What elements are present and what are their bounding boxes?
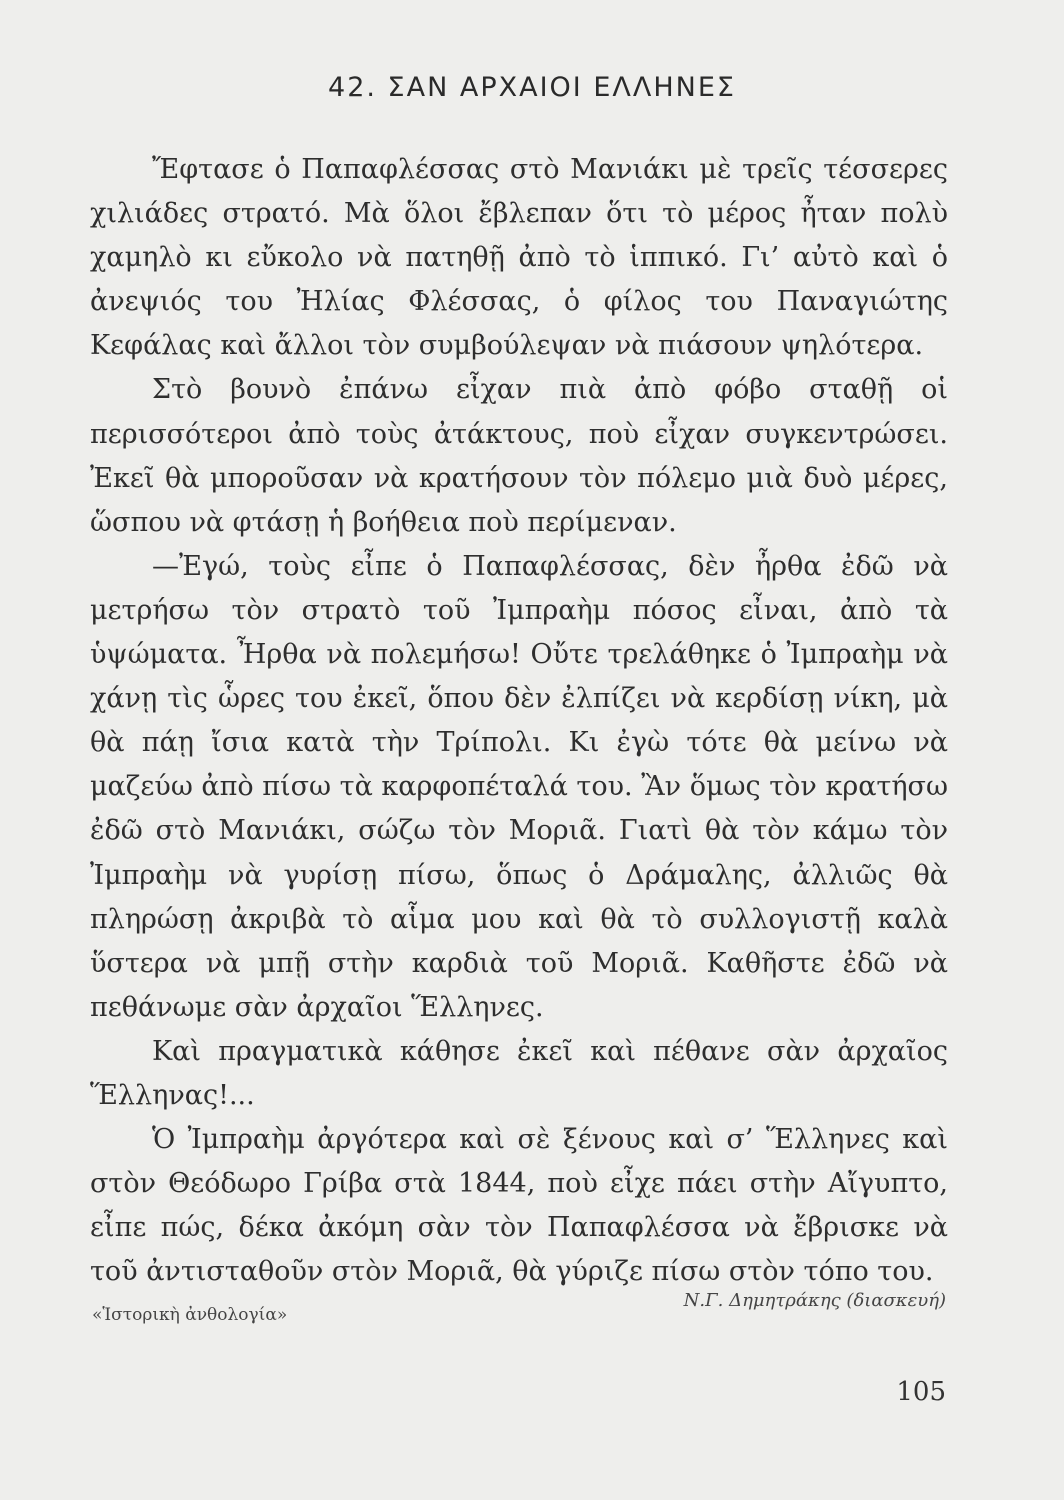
paragraph: Ὁ Ἰμπραὴμ ἀργότερα καὶ σὲ ξένους καὶ σ’ Ἕλληνες καὶ στὸν Θεόδωρο Γρίβα στὰ 1844, ποὺ εἶχε πάει στὴν Αἴγυπτο, εἶπε πώς, δέκα ἀκόμη σὰν τὸν Παπαφλέσσα νὰ ἔβρισκε νὰ τοῦ ἀντισταθοῦν στὸν Μοριᾶ, θὰ γύριζε πίσω στὸν τόπο του. xyxy=(90,1124,948,1288)
page-number: 105 xyxy=(896,1377,946,1407)
paragraph: Στὸ βουνὸ ἐπάνω εἶχαν πιὰ ἀπὸ φόβο σταθῇ οἱ περισσότεροι ἀπὸ τοὺς ἀτάκτους, ποὺ εἶχαν συγκεντρώσει. Ἐκεῖ θὰ μποροῦσαν νὰ κρατήσουν τὸν πόλεμο μιὰ δυὸ μέρες, ὥσπου νὰ φτάσῃ ἡ βοήθεια ποὺ περίμεναν. xyxy=(90,374,948,538)
chapter-title: 42. ΣΑΝ ΑΡΧΑΙΟΙ ΕΛΛΗΝΕΣ xyxy=(328,72,736,103)
paragraph: Ἔφτασε ὁ Παπαφλέσσας στὸ Μανιάκι μὲ τρεῖς τέσσερες χιλιάδες στρατό. Μὰ ὅλοι ἔβλεπαν ὅτι τὸ μέρος ἦταν πολὺ χαμηλὸ κι εὔκολο νὰ πατηθῇ ἀπὸ τὸ ἱππικό. Γι’ αὐτὸ καὶ ὁ ἀνεψιός του Ἠλίας Φλέσσας, ὁ φίλος του Παναγιώτης Κεφάλας καὶ ἄλλοι τὸν συμβούλεψαν νὰ πιάσουν ψηλότερα. xyxy=(90,154,948,362)
source-anthology: «Ἱστορικὴ ἀνθολογία» xyxy=(92,1305,288,1325)
paragraph: —Ἐγώ, τοὺς εἶπε ὁ Παπαφλέσσας, δὲν ἦρθα ἐδῶ νὰ μετρήσω τὸν στρατὸ τοῦ Ἰμπραὴμ πόσος εἶναι, ἀπὸ τὰ ὑψώματα. Ἦρθα νὰ πολεμήσω! Οὔτε τρελάθηκε ὁ Ἰμπραὴμ νὰ χάνῃ τὶς ὧρες του ἐκεῖ, ὅπου δὲν ἐλπίζει νὰ κερδίσῃ νίκη, μὰ θὰ πάῃ ἴσια κατὰ τὴν Τρίπολι. Κι ἐγὼ τότε θὰ μείνω νὰ μαζεύω ἀπὸ πίσω τὰ καρφοπέταλά του. Ἂν ὅμως τὸν κρατήσω ἐδῶ στὸ Μανιάκι, σώζω τὸν Μοριᾶ. Γιατὶ θὰ τὸν κάμω τὸν Ἰμπραὴμ νὰ γυρίσῃ πίσω, ὅπως ὁ Δράμαλης, ἀλλιῶς θὰ πληρώσῃ ἀκριβὰ τὸ αἷμα μου καὶ θὰ τὸ συλλογιστῇ καλὰ ὕστερα νὰ μπῇ στὴν καρδιὰ τοῦ Μοριᾶ. Καθῆστε ἐδῶ νὰ πεθάνωμε σὰν ἀρχαῖοι Ἕλληνες. xyxy=(90,550,948,1023)
source-author: Ν.Γ. Δημητράκης (διασκευή) xyxy=(683,1290,946,1311)
chapter-body xyxy=(90,148,948,1294)
paragraph: Καὶ πραγματικὰ κάθησε ἐκεῖ καὶ πέθανε σὰν ἀρχαῖος Ἕλληνας!... xyxy=(90,1035,948,1111)
